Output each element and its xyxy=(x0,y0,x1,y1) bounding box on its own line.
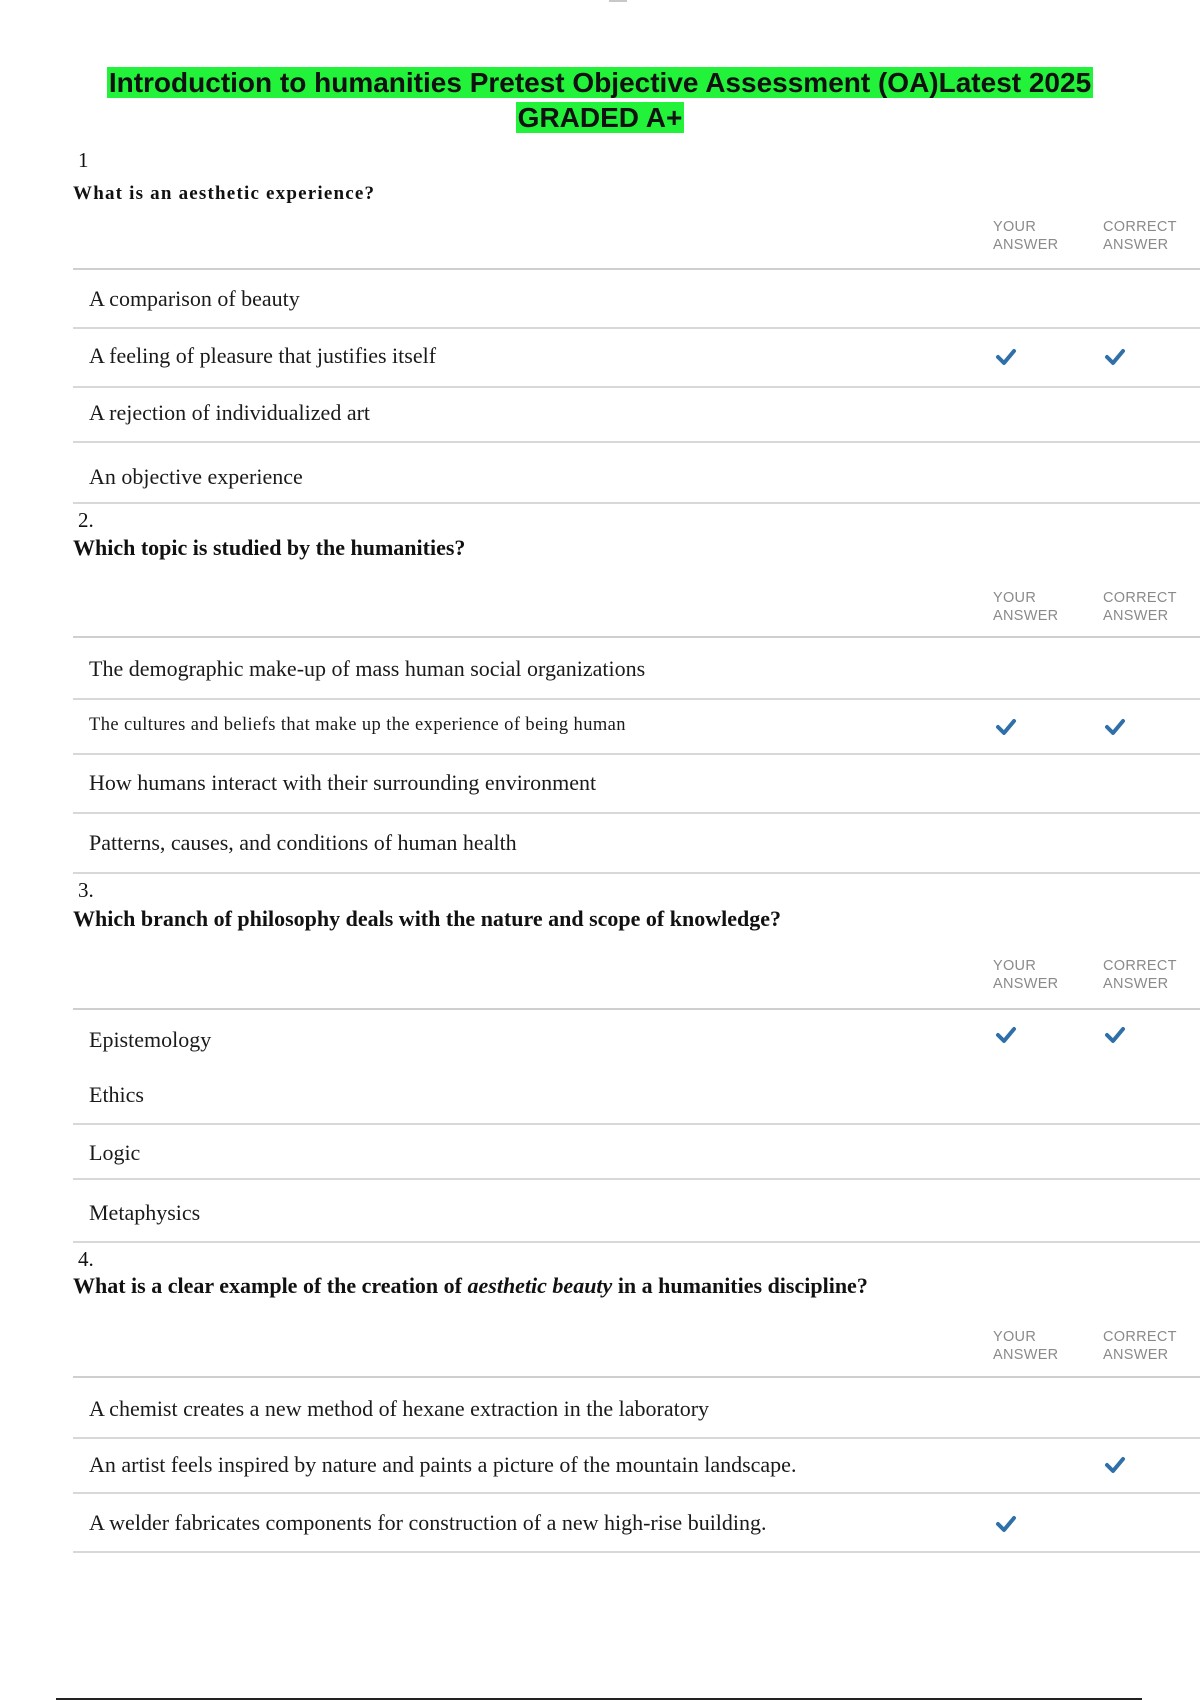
answer-option[interactable]: Epistemology xyxy=(89,1027,212,1052)
question-text: What is an aesthetic experience? xyxy=(73,183,376,204)
title-line-1: Introduction to humanities Pretest Objective Assessment (OA)Latest 2025 xyxy=(108,67,1092,98)
question-text: What is a clear example of the creation of aesthetic beauty in a humanities discipline? xyxy=(73,1273,868,1298)
row-divider xyxy=(73,1178,1200,1180)
row-divider xyxy=(73,1437,1200,1439)
answer-option[interactable]: A feeling of pleasure that justifies itself xyxy=(89,343,437,368)
your-answer-header: YOUR ANSWER xyxy=(993,1329,1059,1363)
answer-option[interactable]: A welder fabricates components for construction of a new high-rise building. xyxy=(89,1510,767,1535)
question-text: Which topic is studied by the humanities? xyxy=(73,535,466,560)
emphasized-phrase: aesthetic beauty xyxy=(467,1273,613,1298)
answer-option[interactable]: An objective experience xyxy=(89,464,303,489)
answer-option[interactable]: Logic xyxy=(89,1140,141,1165)
document-subtitle xyxy=(0,101,1200,135)
your-answer-header: YOUR ANSWER xyxy=(993,590,1059,624)
question-text: Which branch of philosophy deals with the nature and scope of knowledge? xyxy=(73,906,781,931)
answer-option[interactable]: Ethics xyxy=(89,1082,144,1107)
correct-answer-check-icon xyxy=(1104,1026,1126,1044)
answer-option[interactable]: How humans interact with their surrounding environment xyxy=(89,770,597,795)
row-divider xyxy=(73,386,1200,388)
page-top-mark xyxy=(609,0,627,2)
row-divider xyxy=(73,502,1200,504)
document-title xyxy=(0,66,1200,100)
your-answer-check-icon xyxy=(995,718,1017,736)
correct-answer-check-icon xyxy=(1104,1456,1126,1474)
header-divider xyxy=(73,1008,1200,1010)
row-divider xyxy=(73,1123,1200,1125)
row-divider xyxy=(73,698,1200,700)
answer-option[interactable]: Patterns, causes, and conditions of human health xyxy=(89,830,517,855)
your-answer-header: YOUR ANSWER xyxy=(993,958,1059,992)
your-answer-check-icon xyxy=(995,1515,1017,1533)
row-divider xyxy=(73,441,1200,443)
answer-option[interactable]: An artist feels inspired by nature and paints a picture of the mountain landscape. xyxy=(89,1452,797,1477)
correct-answer-check-icon xyxy=(1104,718,1126,736)
correct-answer-header: CORRECT ANSWER xyxy=(1103,1329,1177,1363)
row-divider xyxy=(73,1241,1200,1243)
answer-option[interactable]: A rejection of individualized art xyxy=(89,400,371,425)
header-divider xyxy=(73,268,1200,270)
row-divider xyxy=(73,753,1200,755)
row-divider xyxy=(73,812,1200,814)
question-number: 3. xyxy=(78,878,94,902)
correct-answer-header: CORRECT ANSWER xyxy=(1103,958,1177,992)
your-answer-check-icon xyxy=(995,348,1017,366)
row-divider xyxy=(73,872,1200,874)
row-divider xyxy=(73,1551,1200,1553)
row-divider xyxy=(73,1492,1200,1494)
correct-answer-check-icon xyxy=(1104,348,1126,366)
header-divider xyxy=(73,1376,1200,1378)
your-answer-header: YOUR ANSWER xyxy=(993,219,1059,253)
correct-answer-header: CORRECT ANSWER xyxy=(1103,590,1177,624)
answer-option[interactable]: Metaphysics xyxy=(89,1200,201,1225)
header-divider xyxy=(73,636,1200,638)
row-divider xyxy=(73,327,1200,329)
question-number: 4. xyxy=(78,1247,94,1271)
answer-option[interactable]: A comparison of beauty xyxy=(89,286,300,311)
title-line-2: GRADED A+ xyxy=(517,102,683,133)
question-number: 1 xyxy=(78,148,89,172)
answer-option[interactable]: The demographic make-up of mass human social organizations xyxy=(89,656,646,681)
answer-option[interactable]: The cultures and beliefs that make up the experience of being human xyxy=(89,715,626,735)
answer-option[interactable]: A chemist creates a new method of hexane extraction in the laboratory xyxy=(89,1396,710,1421)
question-number: 2. xyxy=(78,508,94,532)
your-answer-check-icon xyxy=(995,1026,1017,1044)
correct-answer-header: CORRECT ANSWER xyxy=(1103,219,1177,253)
